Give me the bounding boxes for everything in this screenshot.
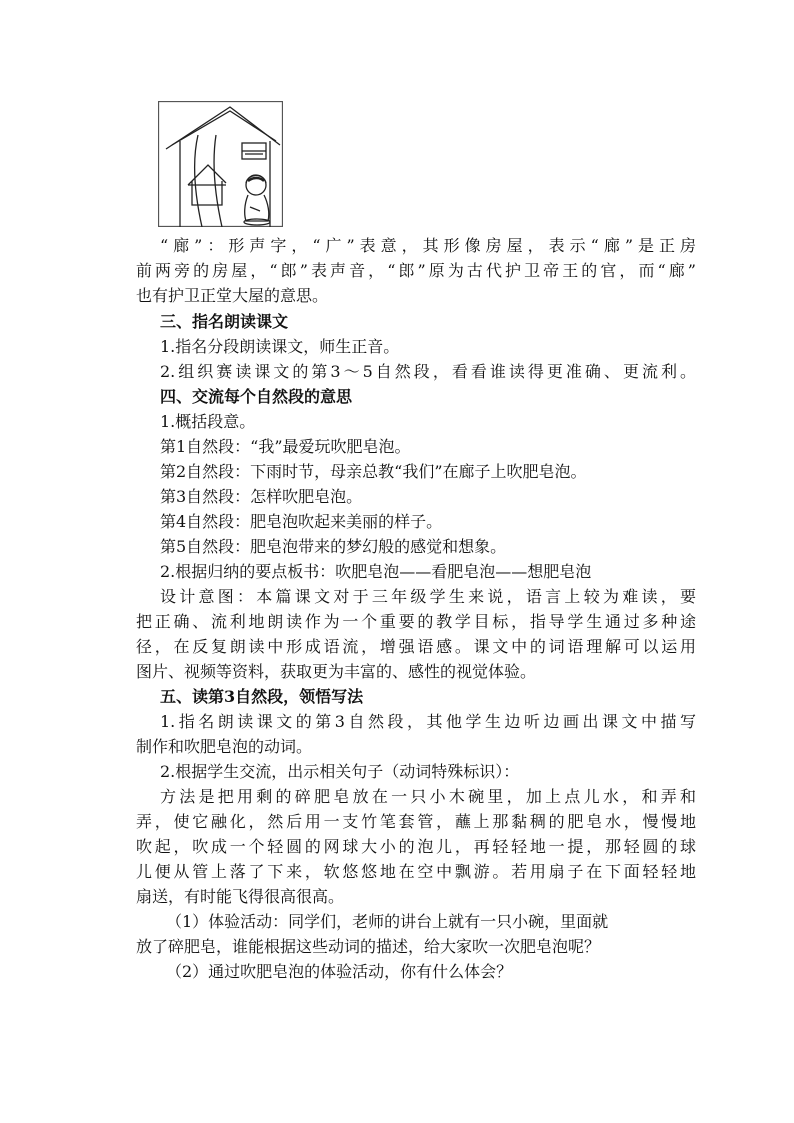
design-intent-line: 径，在反复朗读中形成语流，增强语感。课文中的词语理解可以运用 xyxy=(136,637,696,656)
paragraph-line: 第5自然段：肥皂泡带来的梦幻般的感觉和想象。 xyxy=(160,537,507,556)
activity-line: （1）体验活动：同学们，老师的讲台上就有一只小碗，里面就 xyxy=(166,912,609,931)
design-intent-line: 把正确、流利地朗读作为一个重要的教学目标，指导学生通过多种途 xyxy=(136,612,696,631)
paragraph-line: 也有护卫正堂大屋的意思。 xyxy=(136,286,329,305)
design-intent-line: 图片、视频等资料，获取更为丰富的、感性的视觉体验。 xyxy=(136,662,537,681)
paragraph-line: 2.组织赛读课文的第3～5自然段，看看谁读得更准确、更流利。 xyxy=(160,362,696,381)
design-intent-line: 设计意图：本篇课文对于三年级学生来说，语言上较为难读，要 xyxy=(160,587,696,606)
paragraph-line: 1.指名朗读课文的第3自然段，其他学生边听边画出课文中描写 xyxy=(160,712,696,731)
paragraph-line: 前两旁的房屋，“郎”表声音，“郎”原为古代护卫帝王的官，而“廊” xyxy=(136,261,696,280)
section-heading: 四、交流每个自然段的意思 xyxy=(160,387,353,406)
section-heading: 五、读第3自然段，领悟写法 xyxy=(160,687,364,706)
paragraph-line: 制作和吹肥皂泡的动词。 xyxy=(136,737,313,756)
quoted-passage-line: 儿便从管上落了下来，软悠悠地在空中飘游。若用扇子在下面轻轻地 xyxy=(136,862,696,881)
paragraph-line: 1.指名分段朗读课文，师生正音。 xyxy=(160,337,400,356)
paragraph-line: 2.根据学生交流，出示相关句子（动词特殊标识）： xyxy=(160,762,520,781)
paragraph-line: 第3自然段：怎样吹肥皂泡。 xyxy=(160,487,363,506)
quoted-passage-line: 弄，使它融化，然后用一支竹笔套管，蘸上那黏稠的肥皂水，慢慢地 xyxy=(136,812,696,831)
section-heading: 三、指名朗读课文 xyxy=(160,312,289,331)
paragraph-line: 第2自然段：下雨时节，母亲总教“我们”在廊子上吹肥皂泡。 xyxy=(160,462,587,481)
paragraph-line: 第4自然段：肥皂泡吹起来美丽的样子。 xyxy=(160,512,443,531)
house-corridor-child-illustration xyxy=(158,101,283,227)
paragraph-line: 1.概括段意。 xyxy=(160,412,256,431)
quoted-passage-line: 吹起，吹成一个轻圆的网球大小的泡儿，再轻轻地一提，那轻圆的球 xyxy=(136,837,696,856)
activity-line: （2）通过吹肥皂泡的体验活动，你有什么体会？ xyxy=(166,962,513,981)
quoted-passage-line: 方法是把用剩的碎肥皂放在一只小木碗里，加上点儿水，和弄和 xyxy=(160,787,696,806)
paragraph-line: 第1自然段：“我”最爱玩吹肥皂泡。 xyxy=(160,437,411,456)
paragraph-line: “廊”：形声字，“广”表意，其形像房屋，表示“廊”是正房 xyxy=(160,236,696,255)
paragraph-line: 2.根据归纳的要点板书：吹肥皂泡——看肥皂泡——想肥皂泡 xyxy=(160,562,592,581)
quoted-passage-line: 扇送，有时能飞得很高很高。 xyxy=(136,887,345,906)
activity-line: 放了碎肥皂，谁能根据这些动词的描述，给大家吹一次肥皂泡呢？ xyxy=(136,937,601,956)
